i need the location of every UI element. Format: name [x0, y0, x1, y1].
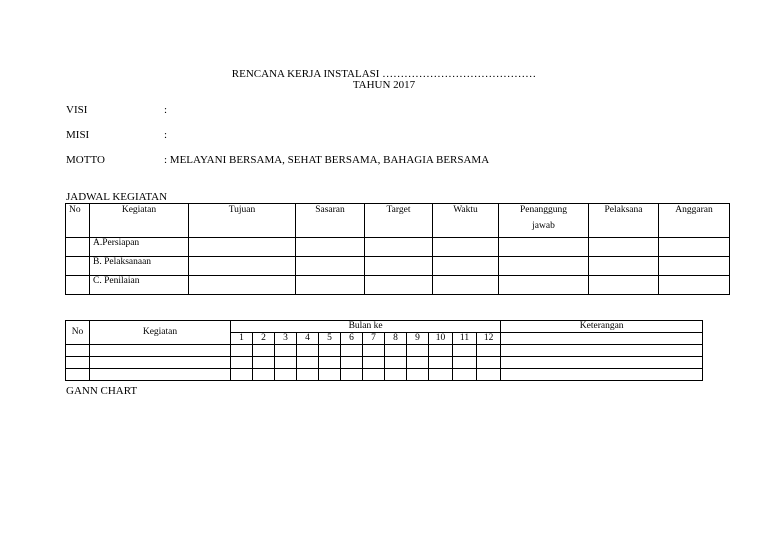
month-7: 7: [363, 333, 385, 345]
cell: [341, 369, 363, 381]
cell: [253, 357, 275, 369]
cell: [365, 257, 433, 276]
header-sasaran: Sasaran: [296, 204, 365, 238]
cell: [275, 357, 297, 369]
cell: [66, 276, 90, 295]
document-year: TAHUN 2017: [352, 79, 416, 91]
cell: [477, 345, 501, 357]
month-4: 4: [297, 333, 319, 345]
header-target: Target: [365, 204, 433, 238]
header-penanggung-jawab: [499, 204, 589, 238]
cell: [429, 345, 453, 357]
cell: [363, 357, 385, 369]
cell: [453, 369, 477, 381]
cell: [66, 357, 90, 369]
month-8: 8: [385, 333, 407, 345]
table-row: [66, 369, 703, 381]
month-10: 10: [429, 333, 453, 345]
cell: [453, 357, 477, 369]
month-5: 5: [319, 333, 341, 345]
motto-label: MOTTO: [66, 154, 105, 166]
schedule-header-row: [66, 204, 730, 238]
cell: [501, 333, 703, 345]
cell: [363, 345, 385, 357]
cell: [189, 276, 296, 295]
misi-colon: :: [164, 129, 168, 141]
table-row: [66, 257, 730, 276]
cell: [66, 238, 90, 257]
header-no: No: [66, 204, 90, 238]
cell: [90, 369, 231, 381]
cell: [231, 357, 253, 369]
cell: [589, 238, 659, 257]
cell: [189, 257, 296, 276]
cell: [429, 369, 453, 381]
cell: [275, 369, 297, 381]
cell: [341, 345, 363, 357]
cell: [296, 238, 365, 257]
cell: [319, 357, 341, 369]
table-row: [66, 345, 703, 357]
cell: [365, 238, 433, 257]
cell: [253, 369, 275, 381]
header-penanggung-line2: jawab: [532, 221, 555, 231]
cell: [499, 238, 589, 257]
gantt-header-bulan: Bulan ke: [231, 321, 501, 333]
cell: [253, 345, 275, 357]
document-title: RENCANA KERJA INSTALASI ……………………………………: [231, 68, 537, 80]
month-1: 1: [231, 333, 253, 345]
month-2: 2: [253, 333, 275, 345]
cell: [319, 369, 341, 381]
header-penanggung-line1: Penanggung: [520, 205, 567, 215]
cell: [231, 369, 253, 381]
gantt-table: [65, 320, 703, 381]
visi-label: VISI: [66, 104, 88, 116]
gantt-header-no: No: [66, 321, 90, 345]
cell: [659, 276, 730, 295]
header-waktu: Waktu: [433, 204, 499, 238]
month-3: 3: [275, 333, 297, 345]
cell: [385, 369, 407, 381]
header-anggaran: Anggaran: [659, 204, 730, 238]
cell: [453, 345, 477, 357]
month-11: 11: [453, 333, 477, 345]
activity-persiapan: A.Persiapan: [90, 238, 189, 257]
cell: [66, 345, 90, 357]
cell: [297, 345, 319, 357]
cell: [429, 357, 453, 369]
visi-colon: :: [164, 104, 168, 116]
cell: [341, 357, 363, 369]
gantt-header-kegiatan: Kegiatan: [90, 321, 231, 345]
table-row: [66, 357, 703, 369]
cell: [477, 357, 501, 369]
cell: [477, 369, 501, 381]
motto-value: : MELAYANI BERSAMA, SEHAT BERSAMA, BAHAGIA BERSAMA: [164, 154, 490, 166]
cell: [296, 257, 365, 276]
month-9: 9: [407, 333, 429, 345]
cell: [90, 357, 231, 369]
cell: [363, 369, 385, 381]
cell: [407, 369, 429, 381]
activity-pelaksanaan: B. Pelaksanaan: [90, 257, 189, 276]
cell: [501, 357, 703, 369]
cell: [433, 238, 499, 257]
cell: [433, 276, 499, 295]
cell: [433, 257, 499, 276]
gantt-header-row: [66, 321, 703, 333]
month-12: 12: [477, 333, 501, 345]
misi-label: MISI: [66, 129, 90, 141]
cell: [659, 238, 730, 257]
cell: [297, 357, 319, 369]
cell: [66, 369, 90, 381]
header-tujuan: Tujuan: [189, 204, 296, 238]
month-6: 6: [341, 333, 363, 345]
cell: [365, 276, 433, 295]
cell: [659, 257, 730, 276]
cell: [385, 345, 407, 357]
header-pelaksana: Pelaksana: [589, 204, 659, 238]
cell: [231, 345, 253, 357]
cell: [66, 257, 90, 276]
cell: [499, 257, 589, 276]
schedule-title: JADWAL KEGIATAN: [66, 191, 168, 203]
table-row: [66, 238, 730, 257]
cell: [501, 345, 703, 357]
cell: [589, 257, 659, 276]
activity-penilaian: C. Penilaian: [90, 276, 189, 295]
gantt-caption: GANN CHART: [66, 385, 138, 397]
cell: [90, 345, 231, 357]
cell: [407, 357, 429, 369]
cell: [589, 276, 659, 295]
cell: [407, 345, 429, 357]
gantt-header-keterangan: Keterangan: [501, 321, 703, 333]
cell: [275, 345, 297, 357]
cell: [385, 357, 407, 369]
header-kegiatan: Kegiatan: [90, 204, 189, 238]
cell: [319, 345, 341, 357]
cell: [297, 369, 319, 381]
cell: [296, 276, 365, 295]
schedule-table: [65, 203, 730, 295]
cell: [501, 369, 703, 381]
cell: [499, 276, 589, 295]
table-row: [66, 276, 730, 295]
cell: [189, 238, 296, 257]
